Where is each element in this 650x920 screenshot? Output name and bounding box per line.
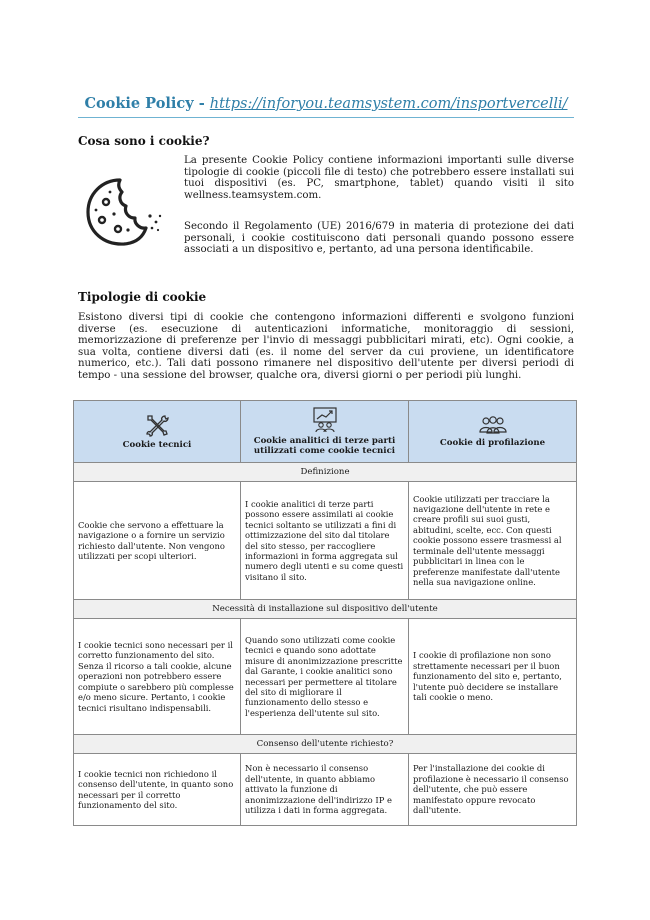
- table-cell: I cookie tecnici sono necessari per il corretto funzionamento del sito. Senza il ricorso a tali cookie, alcune operazioni non potrebbero essere compiute o sarebbero più complesse e/o meno sicure. Pertanto, i cookie tecnici risultano indispensabili.: [74, 619, 241, 735]
- tools-icon: [144, 413, 170, 437]
- table-section-row: [74, 463, 577, 482]
- section-title-tipologie: Tipologie di cookie: [78, 290, 207, 304]
- header-label-analitici: Cookie analitici di terze parti utilizzati come cookie tecnici: [253, 436, 396, 456]
- header-separator: -: [193, 95, 210, 112]
- table-cell: Cookie che servono a effettuare la navigazione o a fornire un servizio richiesto dall'utente. Non vengono utilizzati per scopi ulteriori.: [74, 482, 241, 600]
- header-cookie-profilazione: [409, 401, 577, 463]
- table-cell: I cookie tecnici non richiedono il consenso dell'utente, in quanto sono necessari per il corretto funzionamento del sito.: [74, 754, 241, 826]
- header-label-tecnici: Cookie tecnici: [122, 440, 192, 450]
- users-group-icon: [477, 415, 509, 435]
- table-section-row: [74, 735, 577, 754]
- page-header: [78, 94, 574, 114]
- intro-paragraph-2: Secondo il Regolamento (UE) 2016/679 in materia di protezione dei dati personali, i cookie costituiscono dati personali quando possono essere associati a un dispositivo e, pertanto, ad una persona identificabile.: [184, 221, 574, 256]
- section-consenso: Consenso dell'utente richiesto?: [74, 735, 577, 754]
- table-cell: I cookie analitici di terze parti possono essere assimilati ai cookie tecnici soltanto se utilizzati a fini di ottimizzazione del sito dal titolare del sito stesso, per raccogliere informazioni in forma aggregata sul numero degli utenti e su come questi visitano il sito.: [241, 482, 409, 600]
- header-label-profilazione: Cookie di profilazione: [439, 438, 546, 448]
- table-row: [74, 619, 577, 735]
- header-cookie-tecnici: [74, 401, 241, 463]
- header-cookie-analitici: [241, 401, 409, 463]
- cookie-icon: [80, 172, 172, 252]
- section-necessita: Necessità di installazione sul dispositivo dell'utente: [74, 600, 577, 619]
- cookie-types-table: [73, 400, 577, 826]
- header-brand: Cookie Policy: [84, 95, 194, 112]
- table-section-row: [74, 600, 577, 619]
- table-header-row: [74, 401, 577, 463]
- table-cell: Cookie utilizzati per tracciare la navigazione dell'utente in rete e creare profili sui suoi gusti, abitudini, scelte, ecc. Con questi cookie possono essere trasmessi al terminale dell'utente messaggi pubblicitari in linea con le preferenze manifestate dall'utente nella sua navigazione online.: [409, 482, 577, 600]
- analytics-people-icon: [311, 407, 339, 433]
- table-cell: I cookie di profilazione non sono strettamente necessari per il buon funzionamento del sito e, pertanto, l'utente può decidere se installare tali cookie o meno.: [409, 619, 577, 735]
- table-row: [74, 754, 577, 826]
- header-divider: [78, 117, 574, 118]
- table-cell: Non è necessario il consenso dell'utente, in quanto abbiamo attivato la funzione di anonimizzazione dell'indirizzo IP e utilizza i dati in forma aggregata.: [241, 754, 409, 826]
- tipologie-paragraph: Esistono diversi tipi di cookie che contengono informazioni differenti e svolgono funzioni diverse (es. esecuzione di autenticazioni informatiche, monitoraggio di sessioni, memorizzazione di preferenze per l'invio di messaggi pubblicitari mirati, etc). Ogni cookie, a sua volta, contiene diversi dati (es. il nome del server da cui proviene, un identificatore numerico, etc.). Tali dati possono rimanere nel dispositivo dell'utente per diversi periodi di tempo - una sessione del browser, qualche ora, diversi giorni o per periodi più lunghi.: [78, 312, 574, 381]
- intro-paragraph-1: La presente Cookie Policy contiene informazioni importanti sulle diverse tipologie di cookie (piccoli file di testo) che potrebbero essere installati sui tuoi dispositivi (es. PC, smartphone, tablet) quando visiti il sito wellness.teamsystem.com.: [184, 155, 574, 201]
- header-url-link[interactable]: https://inforyou.teamsystem.com/insportvercelli/: [209, 96, 568, 112]
- section-definizione: Definizione: [74, 463, 577, 482]
- section-title-cosa-sono: Cosa sono i cookie?: [78, 134, 210, 148]
- table-row: [74, 482, 577, 600]
- table-cell: Quando sono utilizzati come cookie tecnici e quando sono adottate misure di anonimizzazione prescritte dal Garante, i cookie analitici sono necessari per permettere al titolare del sito di migliorare il funzionamento dello stesso e l'esperienza dell'utente sul sito.: [241, 619, 409, 735]
- table-cell: Per l'installazione dei cookie di profilazione è necessario il consenso dell'utente, che può essere manifestato oppure revocato dall'utente.: [409, 754, 577, 826]
